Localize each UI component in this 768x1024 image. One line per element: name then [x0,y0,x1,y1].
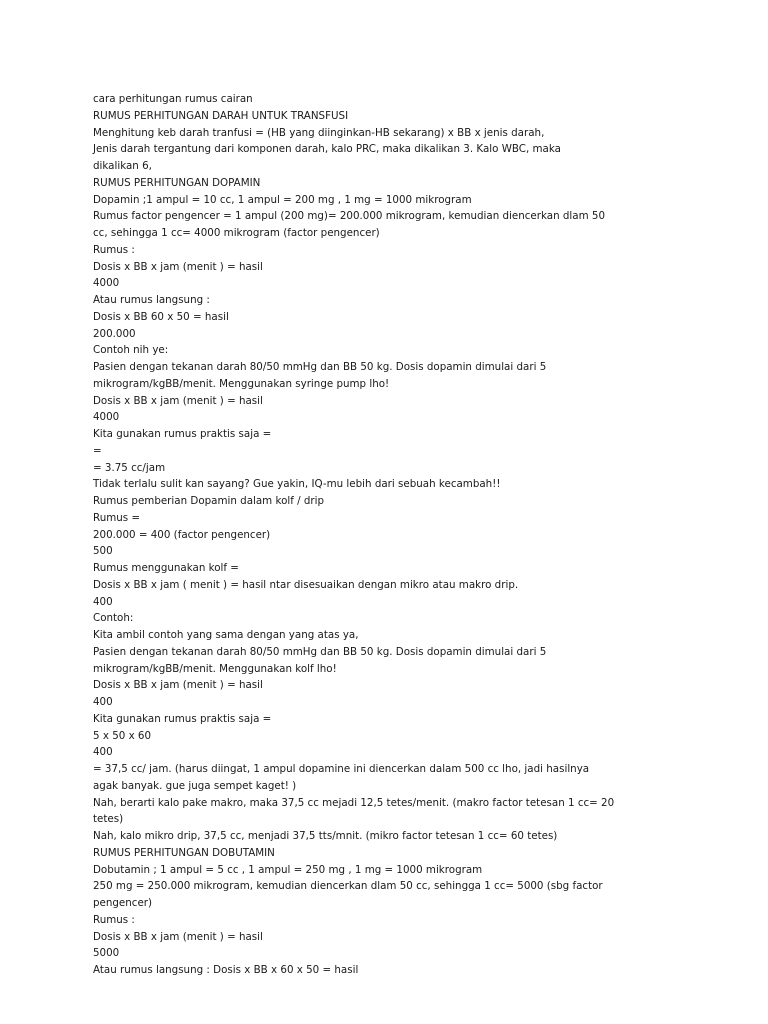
text-line: Dosis x BB x jam (menit ) = hasil [93,394,263,407]
text-line: agak banyak. gue juga sempet kaget! ) [93,779,297,792]
text-line: mikrogram/kgBB/menit. Menggunakan syringe pump lho! [93,377,390,390]
text-line: Dobutamin ; 1 ampul = 5 cc , 1 ampul = 250 mg , 1 mg = 1000 mikrogram [93,863,483,876]
text-line: mikrogram/kgBB/menit. Menggunakan kolf lho! [93,662,337,675]
text-line: 5 x 50 x 60 [93,729,152,742]
text-line: 500 [93,545,113,558]
text-line: Rumus = [93,511,141,524]
text-line: 400 [93,595,113,608]
text-line: tetes) [93,813,124,826]
text-line: Nah, berarti kalo pake makro, maka 37,5 cc mejadi 12,5 tetes/menit. (makro factor tetesan 1 cc= 20 [93,796,615,809]
text-line: 4000 [93,277,120,290]
text-line: cara perhitungan rumus cairan [93,93,253,105]
text-line: Dosis x BB x jam (menit ) = hasil [93,930,263,943]
text-line: Rumus pemberian Dopamin dalam kolf / drip [93,495,325,507]
text-line: cc, sehingga 1 cc= 4000 mikrogram (factor pengencer) [93,227,380,239]
text-line: RUMUS PERHITUNGAN DOPAMIN [93,176,261,189]
text-line: Contoh: [93,612,134,625]
text-line: = [93,444,102,457]
text-line: Dosis x BB 60 x 50 = hasil [93,310,229,323]
text-line: Tidak terlalu sulit kan sayang? Gue yakin, IQ-mu lebih dari sebuah kecambah!! [93,478,501,491]
text-line: Rumus : [93,243,135,256]
text-line: = 37,5 cc/ jam. (harus diingat, 1 ampul dopamine ini diencerkan dalam 500 cc lho, jadi hasilnya [93,763,590,775]
text-line: Jenis darah tergantung dari komponen darah, kalo PRC, maka dikalikan 3. Kalo WBC, maka [93,143,561,156]
text-line: 200.000 = 400 (factor pengencer) [93,528,271,541]
text-line: RUMUS PERHITUNGAN DARAH UNTUK TRANSFUSI [93,109,349,122]
text-line: Pasien dengan tekanan darah 80/50 mmHg dan BB 50 kg. Dosis dopamin dimulai dari 5 [93,645,547,658]
text-line: Pasien dengan tekanan darah 80/50 mmHg dan BB 50 kg. Dosis dopamin dimulai dari 5 [93,361,547,373]
text-line: Menghitung keb darah tranfusi = (HB yang diinginkan-HB sekarang) x BB x jenis darah, [93,126,545,139]
text-line: 250 mg = 250.000 mikrogram, kemudian diencerkan dlam 50 cc, sehingga 1 cc= 5000 (sbg factor [93,880,603,893]
text-line: Dosis x BB x jam (menit ) = hasil [93,260,263,273]
text-line: Rumus : [93,913,135,926]
text-line: Atau rumus langsung : Dosis x BB x 60 x 50 = hasil [93,964,359,976]
text-line: Rumus factor pengencer = 1 ampul (200 mg)= 200.000 mikrogram, kemudian diencerkan dlam 50 [93,210,605,223]
text-line: Dosis x BB x jam ( menit ) = hasil ntar disesuaikan dengan mikro atau makro drip. [93,578,519,591]
text-line: 4000 [93,411,120,424]
text-line: Rumus menggunakan kolf = [93,562,239,574]
text-line: Kita ambil contoh yang sama dengan yang atas ya, [93,629,359,641]
text-line: Atau rumus langsung : [93,294,210,306]
text-line: pengencer) [93,897,153,909]
document-body [93,91,615,979]
text-line: Dopamin ;1 ampul = 10 cc, 1 ampul = 200 mg , 1 mg = 1000 mikrogram [93,193,472,206]
text-line: Dosis x BB x jam (menit ) = hasil [93,679,263,692]
text-line: Nah, kalo mikro drip, 37,5 cc, menjadi 37,5 tts/mnit. (mikro factor tetesan 1 cc= 60 tetes) [93,830,558,842]
text-line: 200.000 [93,327,136,340]
text-line: RUMUS PERHITUNGAN DOBUTAMIN [93,846,275,859]
text-line: 5000 [93,947,120,960]
text-line: Kita gunakan rumus praktis saja = [93,712,272,725]
text-line: Contoh nih ye: [93,344,169,357]
text-line: = 3.75 cc/jam [93,461,166,474]
text-line: dikalikan 6, [93,160,152,172]
text-line: 400 [93,696,113,708]
text-line: 400 [93,746,113,759]
text-line: Kita gunakan rumus praktis saja = [93,428,272,440]
